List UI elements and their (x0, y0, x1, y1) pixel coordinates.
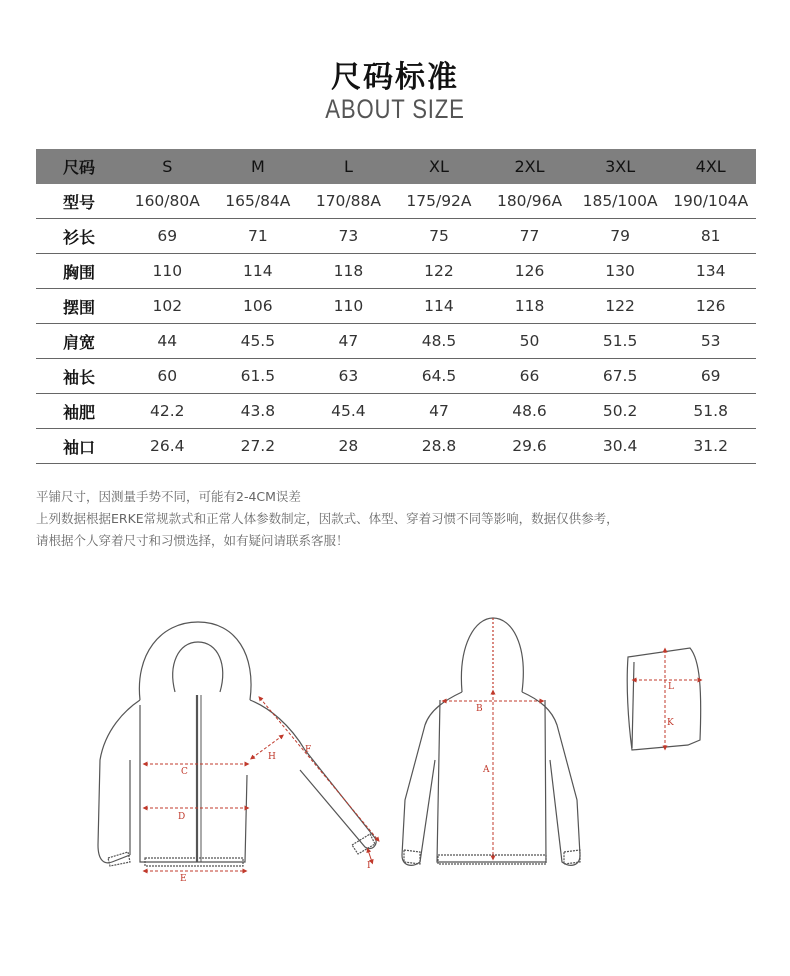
table-cell: 29.6 (484, 429, 575, 464)
table-cell: 106 (213, 289, 304, 324)
table-row (36, 324, 756, 359)
table-row (36, 394, 756, 429)
table-header-row (36, 149, 756, 184)
header-cell: 4XL (665, 149, 756, 184)
table-cell: 77 (484, 219, 575, 254)
row-label-cell: 摆围 (36, 289, 122, 324)
table-cell: 43.8 (213, 394, 304, 429)
table-row (36, 429, 756, 464)
table-cell: 126 (484, 254, 575, 289)
table-cell: 118 (484, 289, 575, 324)
header-cell: 尺码 (36, 149, 122, 184)
jacket-front-drawing (98, 622, 376, 866)
table-cell: 75 (394, 219, 485, 254)
table-cell: 48.6 (484, 394, 575, 429)
table-cell: 27.2 (213, 429, 304, 464)
table-cell: 47 (303, 324, 394, 359)
header-cell: M (213, 149, 304, 184)
table-cell: 69 (665, 359, 756, 394)
table-cell: 67.5 (575, 359, 666, 394)
label-k: K (667, 718, 674, 728)
label-f: F (305, 745, 312, 755)
header-cell: 2XL (484, 149, 575, 184)
page-subtitle: ABOUT SIZE (325, 94, 465, 124)
row-label-cell: 袖长 (36, 359, 122, 394)
table-cell: 102 (122, 289, 213, 324)
table-cell: 45.5 (213, 324, 304, 359)
header-cell: XL (394, 149, 485, 184)
table-cell: 28 (303, 429, 394, 464)
table-cell: 45.4 (303, 394, 394, 429)
hood-side-drawing (627, 648, 700, 750)
row-label-cell: 袖口 (36, 429, 122, 464)
table-cell: 63 (303, 359, 394, 394)
page-title: 尺码标准 (331, 60, 459, 95)
table-cell: 28.8 (394, 429, 485, 464)
table-cell: 42.2 (122, 394, 213, 429)
table-cell: 44 (122, 324, 213, 359)
table-cell: 66 (484, 359, 575, 394)
table-cell: 31.2 (665, 429, 756, 464)
measurement-diagram (0, 600, 790, 890)
table-cell: 134 (665, 254, 756, 289)
label-b: B (476, 704, 483, 714)
header-cell: L (303, 149, 394, 184)
table-cell: 61.5 (213, 359, 304, 394)
jacket-back-measures (444, 692, 542, 858)
label-h: H (268, 752, 276, 762)
table-cell: 50.2 (575, 394, 666, 429)
table-cell: 64.5 (394, 359, 485, 394)
table-cell: 73 (303, 219, 394, 254)
note-line: 请根据个人穿着尺寸和习惯选择，如有疑问请联系客服！ (36, 533, 349, 548)
header-cell: S (122, 149, 213, 184)
table-row (36, 359, 756, 394)
table-cell: 126 (665, 289, 756, 324)
jacket-back-drawing (402, 618, 580, 865)
table-cell: 110 (303, 289, 394, 324)
row-label-cell: 袖肥 (36, 394, 122, 429)
table-cell: 160/80A (122, 184, 213, 219)
row-label-cell: 肩宽 (36, 324, 122, 359)
table-cell: 122 (575, 289, 666, 324)
label-l: L (668, 682, 674, 692)
table-cell: 79 (575, 219, 666, 254)
table-cell: 50 (484, 324, 575, 359)
table-cell: 175/92A (394, 184, 485, 219)
table-cell: 48.5 (394, 324, 485, 359)
table-cell: 69 (122, 219, 213, 254)
table-cell: 165/84A (213, 184, 304, 219)
table-cell: 71 (213, 219, 304, 254)
table-cell: 81 (665, 219, 756, 254)
size-table (36, 149, 756, 464)
table-cell: 180/96A (484, 184, 575, 219)
table-cell: 118 (303, 254, 394, 289)
note-line: 上列数据根据ERKE常规款式和正常人体参数制定，因款式、体型、穿着习惯不同等影响，数据仅供参考， (36, 511, 619, 526)
table-cell: 60 (122, 359, 213, 394)
hood-side-measures (634, 650, 700, 748)
table-cell: 47 (394, 394, 485, 429)
note-line: 平铺尺寸，因测量手势不同，可能有2-4CM误差 (36, 489, 301, 504)
label-c: C (181, 767, 188, 777)
row-label-cell: 型号 (36, 184, 122, 219)
header-cell: 3XL (575, 149, 666, 184)
table-row (36, 219, 756, 254)
table-cell: 190/104A (665, 184, 756, 219)
table-cell: 122 (394, 254, 485, 289)
label-a: A (483, 765, 490, 775)
table-row (36, 184, 756, 219)
table-cell: 51.8 (665, 394, 756, 429)
jacket-front-measures (145, 698, 378, 871)
size-notes (36, 486, 619, 552)
label-e: E (180, 874, 187, 884)
table-cell: 170/88A (303, 184, 394, 219)
table-row (36, 289, 756, 324)
label-i: I (367, 861, 371, 871)
table-cell: 53 (665, 324, 756, 359)
table-row (36, 254, 756, 289)
table-cell: 114 (213, 254, 304, 289)
table-cell: 51.5 (575, 324, 666, 359)
table-cell: 26.4 (122, 429, 213, 464)
table-cell: 114 (394, 289, 485, 324)
label-d: D (178, 812, 186, 822)
row-label-cell: 胸围 (36, 254, 122, 289)
table-cell: 185/100A (575, 184, 666, 219)
table-cell: 30.4 (575, 429, 666, 464)
row-label-cell: 衫长 (36, 219, 122, 254)
table-cell: 130 (575, 254, 666, 289)
table-cell: 110 (122, 254, 213, 289)
